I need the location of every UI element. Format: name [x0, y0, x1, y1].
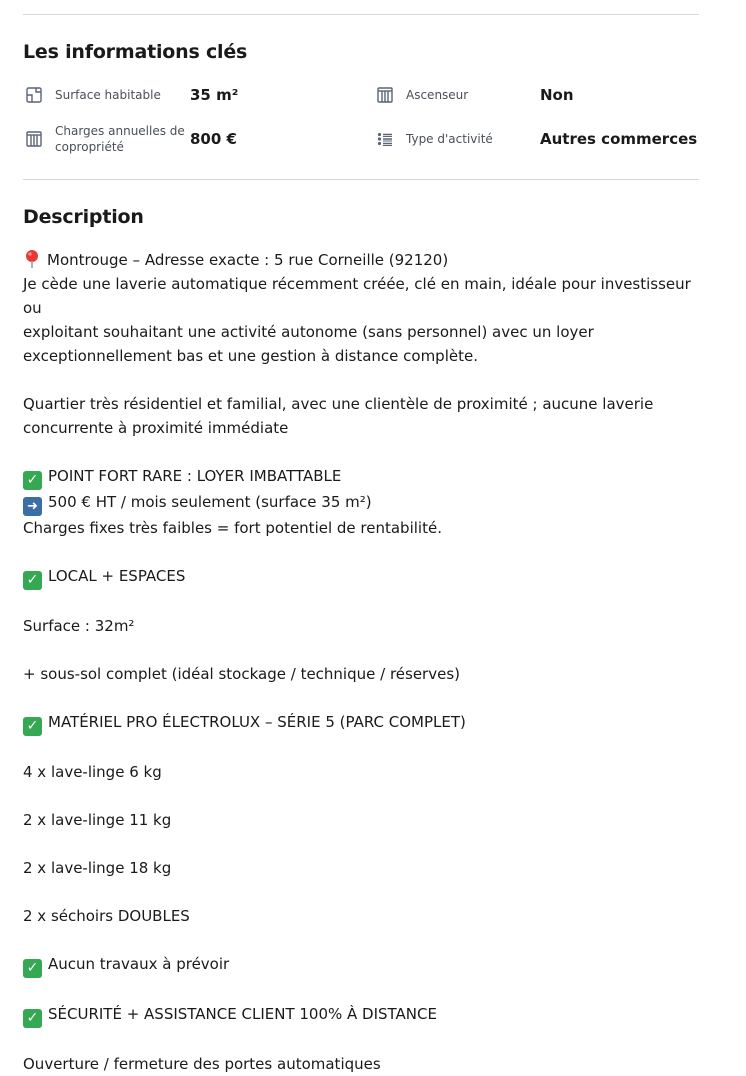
description-line	[23, 344, 699, 368]
description-text: + sous-sol complet (idéal stockage / technique / réserves)	[23, 665, 460, 683]
description-line	[23, 856, 699, 880]
paragraph-gap	[23, 880, 699, 904]
description-body	[23, 248, 699, 1076]
attr-elevator	[374, 84, 574, 106]
building-icon	[23, 128, 45, 150]
description-text: exploitant souhaitant une activité autonome (sans personnel) avec un loyer	[23, 323, 594, 341]
paragraph-gap	[23, 978, 699, 1002]
description-text: POINT FORT RARE : LOYER IMBATTABLE	[48, 467, 342, 485]
attr-value: 800 €	[190, 130, 237, 148]
description-text: 500 € HT / mois seulement (surface 35 m²)	[48, 493, 372, 511]
attr-activity	[374, 128, 698, 150]
paragraph-gap	[23, 638, 699, 662]
description-line	[23, 710, 699, 736]
check-icon: ✓	[23, 1009, 42, 1028]
attr-label: Surface habitable	[55, 88, 161, 102]
description-line	[23, 564, 699, 590]
description-line	[23, 464, 699, 490]
description-line	[23, 614, 699, 638]
description-text: concurrente à proximité immédiate	[23, 419, 289, 437]
paragraph-gap	[23, 928, 699, 952]
description-text: Quartier très résidentiel et familial, avec une clientèle de proximité ; aucune laverie	[23, 395, 654, 413]
description-text: SÉCURITÉ + ASSISTANCE CLIENT 100% À DISTANCE	[48, 1005, 437, 1023]
floor-plan-icon	[23, 84, 45, 106]
description-text: Charges fixes très faibles = fort potentiel de rentabilité.	[23, 519, 442, 537]
check-icon: ✓	[23, 717, 42, 736]
divider	[23, 14, 699, 15]
attr-label-line1: Charges annuelles de	[55, 124, 185, 138]
description-line	[23, 904, 699, 928]
attr-label	[55, 123, 185, 155]
description-line	[23, 272, 699, 320]
attr-value: Autres commerces	[540, 130, 698, 148]
description-text: MATÉRIEL PRO ÉLECTROLUX – SÉRIE 5 (PARC COMPLET)	[48, 713, 466, 731]
paragraph-gap	[23, 832, 699, 856]
divider	[23, 179, 699, 180]
attr-surface	[23, 84, 239, 106]
paragraph-gap	[23, 784, 699, 808]
attr-label: Type d'activité	[406, 132, 493, 146]
paragraph-gap	[23, 1028, 699, 1052]
check-icon: ✓	[23, 571, 42, 590]
attr-label-line2: copropriété	[55, 140, 124, 154]
description-text: Surface : 32m²	[23, 617, 135, 635]
check-icon: ✓	[23, 959, 42, 978]
description-text: LOCAL + ESPACES	[48, 567, 186, 585]
key-info-title: Les informations clés	[23, 41, 248, 63]
description-line	[23, 320, 699, 344]
description-line	[23, 952, 699, 978]
description-line	[23, 516, 699, 540]
paragraph-gap	[23, 440, 699, 464]
description-text: 2 x séchoirs DOUBLES	[23, 907, 190, 925]
description-line	[23, 1002, 699, 1028]
description-line	[23, 808, 699, 832]
description-text: Ouverture / fermeture des portes automatiques	[23, 1055, 381, 1073]
attr-label: Ascenseur	[406, 88, 469, 102]
attr-value: 35 m²	[190, 86, 239, 104]
description-line	[23, 1052, 699, 1076]
elevator-icon	[374, 84, 396, 106]
check-icon: ✓	[23, 471, 42, 490]
pin-icon	[23, 249, 41, 269]
description-line	[23, 416, 699, 440]
description-line	[23, 490, 699, 516]
description-text: Aucun travaux à prévoir	[48, 955, 230, 973]
description-text: 2 x lave-linge 18 kg	[23, 859, 172, 877]
description-line	[23, 662, 699, 686]
description-text: Montrouge – Adresse exacte : 5 rue Corneille (92120)	[47, 251, 449, 269]
paragraph-gap	[23, 368, 699, 392]
description-line	[23, 248, 699, 272]
paragraph-gap	[23, 686, 699, 710]
attr-charges	[23, 123, 237, 155]
description-title: Description	[23, 206, 144, 228]
paragraph-gap	[23, 736, 699, 760]
description-line	[23, 392, 699, 416]
list-icon	[374, 128, 396, 150]
description-text: Je cède une laverie automatique récemment créée, clé en main, idéale pour investisseur ou	[23, 275, 691, 317]
description-text: 4 x lave-linge 6 kg	[23, 763, 162, 781]
paragraph-gap	[23, 590, 699, 614]
arrow-right-icon: ➜	[23, 497, 42, 516]
description-text: 2 x lave-linge 11 kg	[23, 811, 172, 829]
attr-value: Non	[540, 86, 574, 104]
description-line	[23, 760, 699, 784]
description-text: exceptionnellement bas et une gestion à distance complète.	[23, 347, 478, 365]
paragraph-gap	[23, 540, 699, 564]
